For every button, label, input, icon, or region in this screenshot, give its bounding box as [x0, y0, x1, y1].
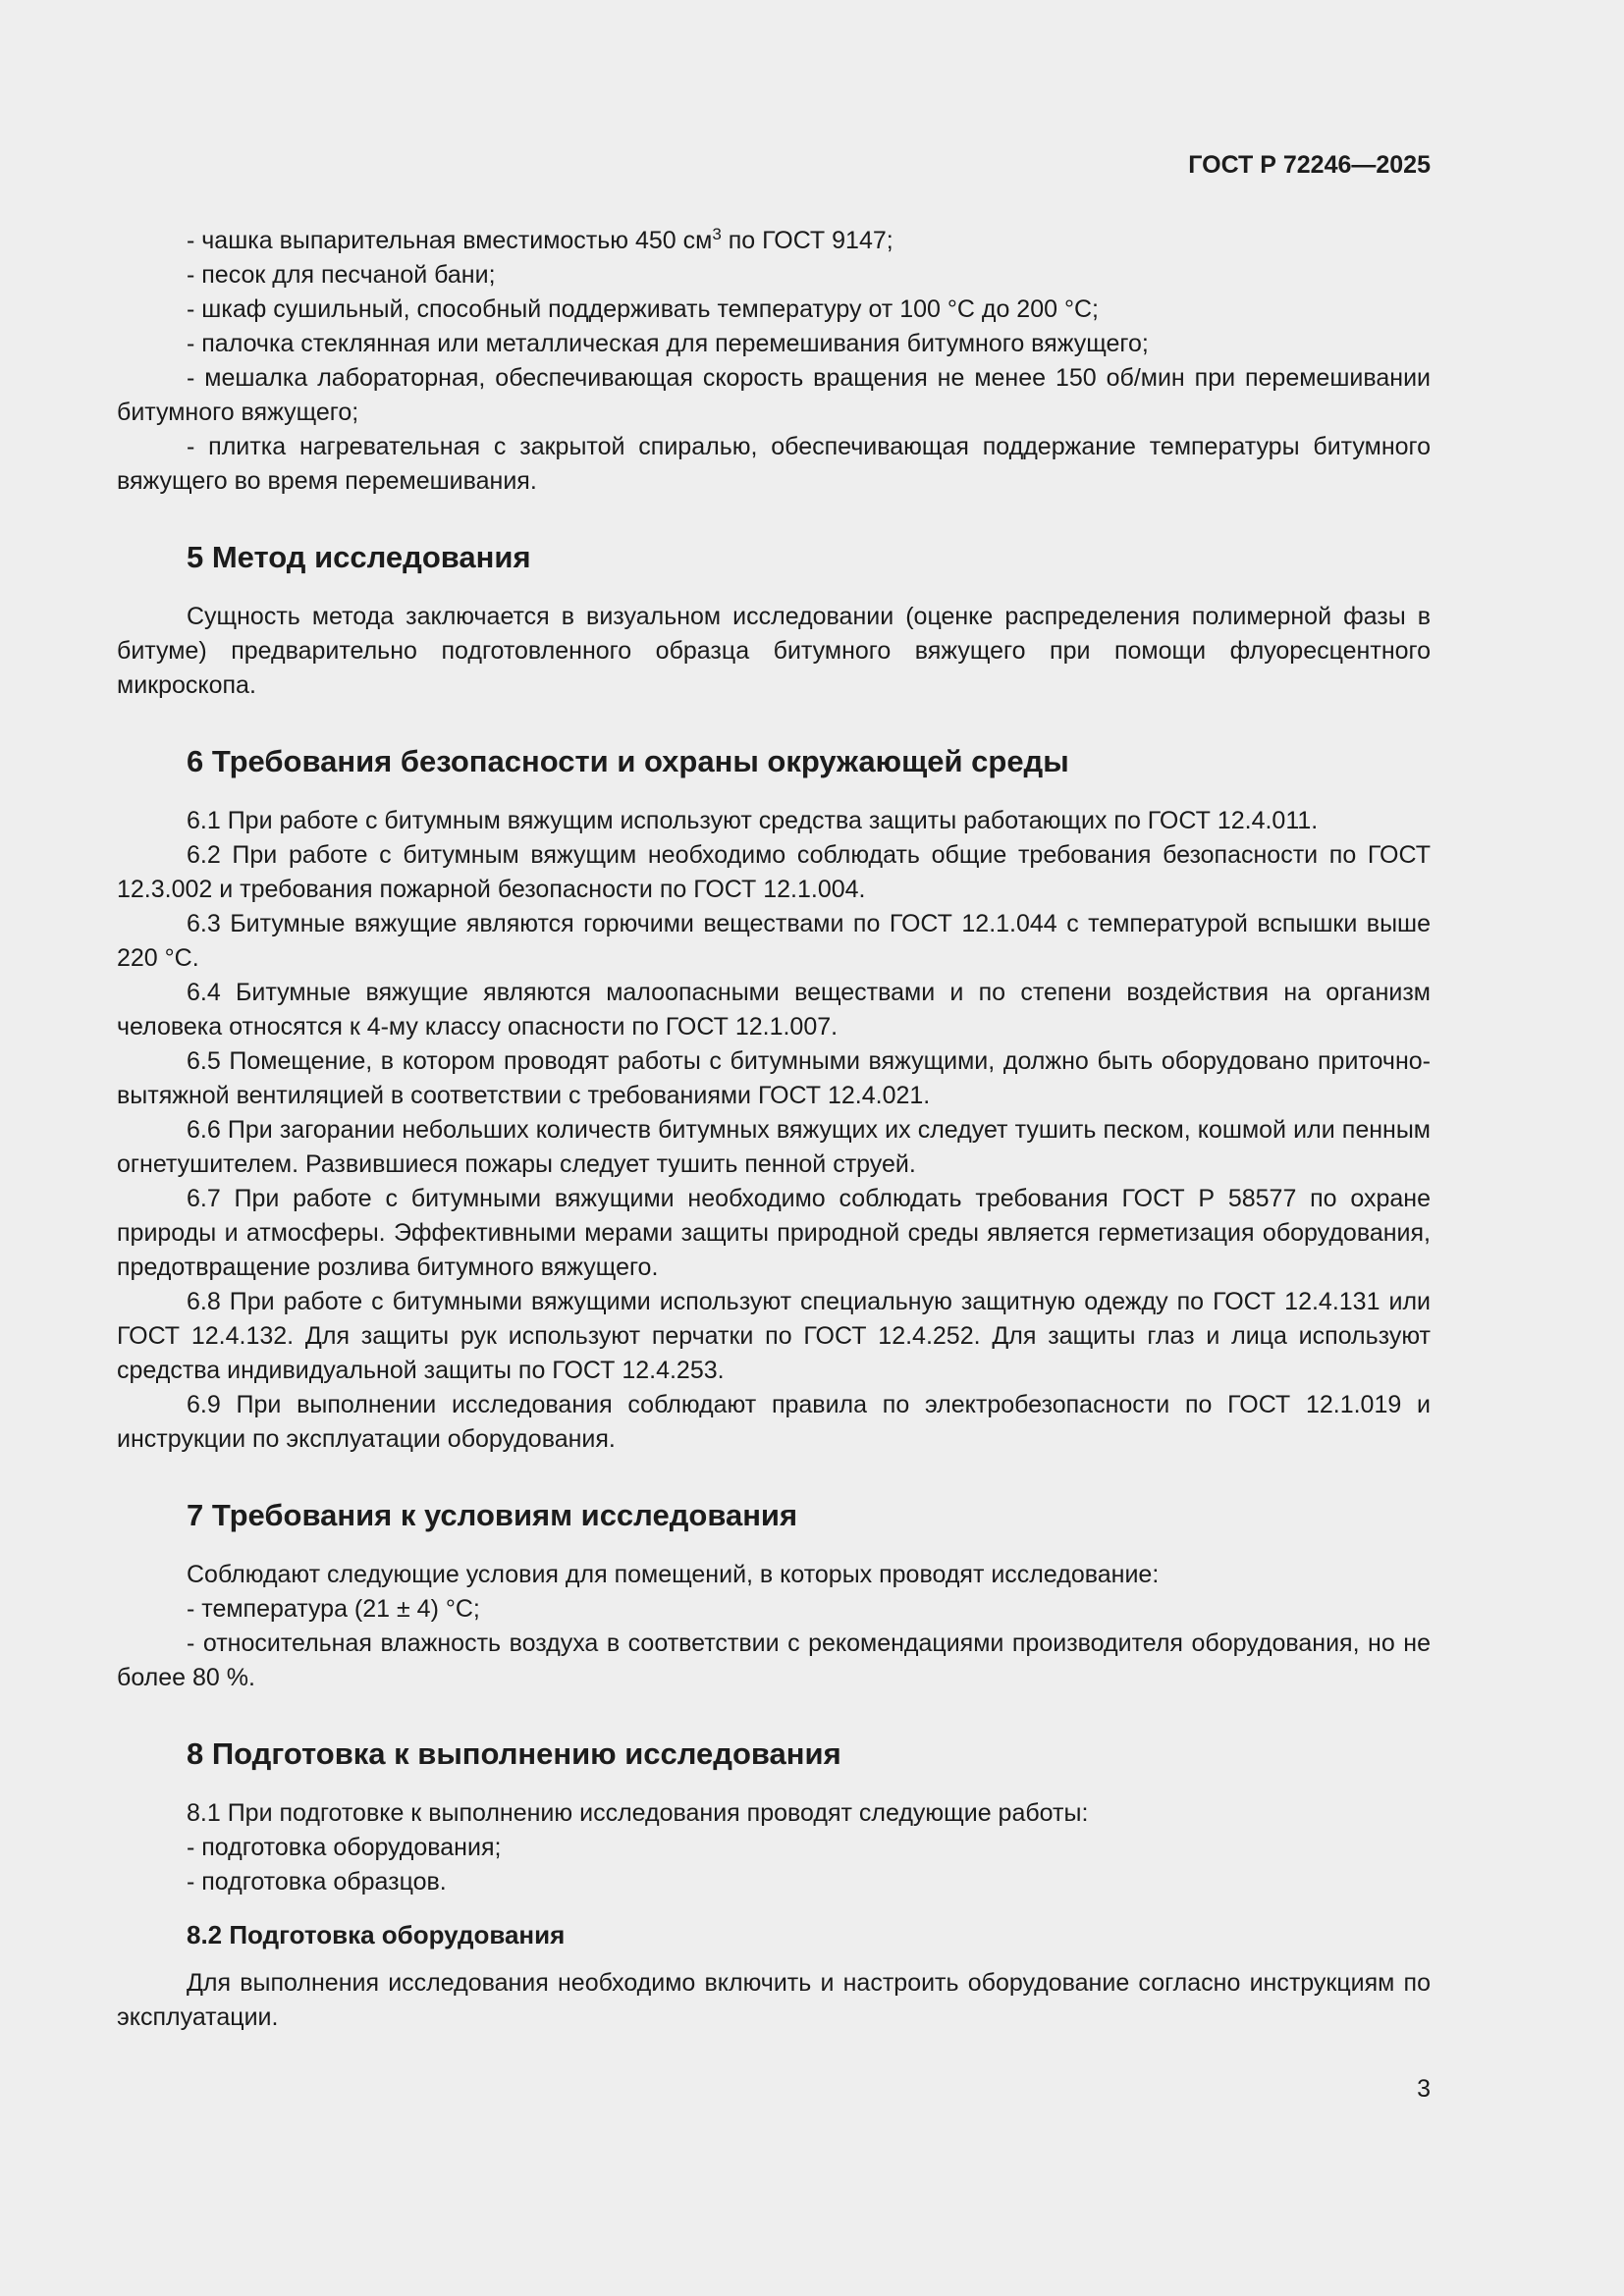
- list-item: - палочка стеклянная или металлическая для перемешивания битумного вяжущего;: [187, 330, 1149, 357]
- list-item: - подготовка оборудования;: [187, 1834, 502, 1861]
- list-item: - температура (21 ± 4) °С;: [187, 1595, 480, 1623]
- paragraph: 6.1 При работе с битумным вяжущим используют средства защиты работающих по ГОСТ 12.4.011.: [187, 807, 1319, 834]
- paragraph: 6.3 Битумные вяжущие являются горючими веществами по ГОСТ 12.1.044 с температурой вспышки выше 220 °С.: [117, 910, 1431, 972]
- list-item: - относительная влажность воздуха в соответствии с рекомендациями производителя оборудования, но не более 80 %.: [117, 1629, 1431, 1691]
- paragraph: 6.5 Помещение, в котором проводят работы с битумными вяжущими, должно быть оборудовано приточно-вытяжной вентиляцией в соответствии с требованиями ГОСТ 12.4.021.: [117, 1047, 1431, 1109]
- section-heading: 7 Требования к условиям исследования: [187, 1498, 798, 1532]
- paragraph: Для выполнения исследования необходимо включить и настроить оборудование согласно инструкциям по эксплуатации.: [117, 1969, 1431, 2031]
- list-item: - плитка нагревательная с закрытой спиралью, обеспечивающая поддержание температуры битумного вяжущего во время перемешивания.: [117, 433, 1431, 495]
- list-item: - чашка выпарительная вместимостью 450 $см^3$ по ГОСТ 9147;: [187, 225, 893, 254]
- paragraph: 6.6 При загорании небольших количеств битумных вяжущих их следует тушить песком, кошмой или пенным огнетушителем. Развившиеся пожары следует тушить пенной струей.: [117, 1116, 1431, 1178]
- paragraph: 6.2 При работе с битумным вяжущим необходимо соблюдать общие требования безопасности по ГОСТ 12.3.002 и требования пожарной безопасности по ГОСТ 12.1.004.: [117, 841, 1431, 903]
- document-number: ГОСТ Р 72246—2025: [1188, 151, 1431, 179]
- list-item: - мешалка лабораторная, обеспечивающая скорость вращения не менее 150 об/мин при перемешивании битумного вяжущего;: [117, 364, 1431, 426]
- list-item: - шкаф сушильный, способный поддерживать температуру от 100 °С до 200 °С;: [187, 295, 1099, 323]
- paragraph: 8.1 При подготовке к выполнению исследования проводят следующие работы:: [187, 1799, 1089, 1827]
- document-body: [117, 224, 1431, 2035]
- section-heading: 6 Требования безопасности и охраны окружающей среды: [187, 744, 1069, 778]
- paragraph: 6.8 При работе с битумными вяжущими используют специальную защитную одежду по ГОСТ 12.4.131 или ГОСТ 12.4.132. Для защиты рук используют перчатки по ГОСТ 12.4.252. Для защиты глаз и лица используют средства индивидуальной защиты по ГОСТ 12.4.253.: [117, 1288, 1431, 1384]
- paragraph: Соблюдают следующие условия для помещений, в которых проводят исследование:: [187, 1561, 1160, 1588]
- section-heading: 8 Подготовка к выполнению исследования: [187, 1736, 841, 1771]
- paragraph: 6.9 При выполнении исследования соблюдают правила по электробезопасности по ГОСТ 12.1.019 и инструкции по эксплуатации оборудования.: [117, 1391, 1431, 1453]
- list-item: - подготовка образцов.: [187, 1868, 447, 1896]
- paragraph: 6.7 При работе с битумными вяжущими необходимо соблюдать требования ГОСТ Р 58577 по охране природы и атмосферы. Эффективными мерами защиты природной среды является герметизация оборудования, предотвращение розлива битумного вяжущего.: [117, 1185, 1431, 1281]
- subsection-heading: 8.2 Подготовка оборудования: [187, 1920, 566, 1949]
- page-number: 3: [1417, 2075, 1431, 2103]
- list-item: - песок для песчаной бани;: [187, 261, 496, 289]
- section-heading: 5 Метод исследования: [187, 540, 531, 574]
- paragraph: 6.4 Битумные вяжущие являются малоопасными веществами и по степени воздействия на организм человека относятся к 4-му классу опасности по ГОСТ 12.1.007.: [117, 979, 1431, 1041]
- paragraph: Сущность метода заключается в визуальном исследовании (оценке распределения полимерной фазы в битуме) предварительно подготовленного образца битумного вяжущего при помощи флуоресцентного микроскопа.: [117, 603, 1431, 699]
